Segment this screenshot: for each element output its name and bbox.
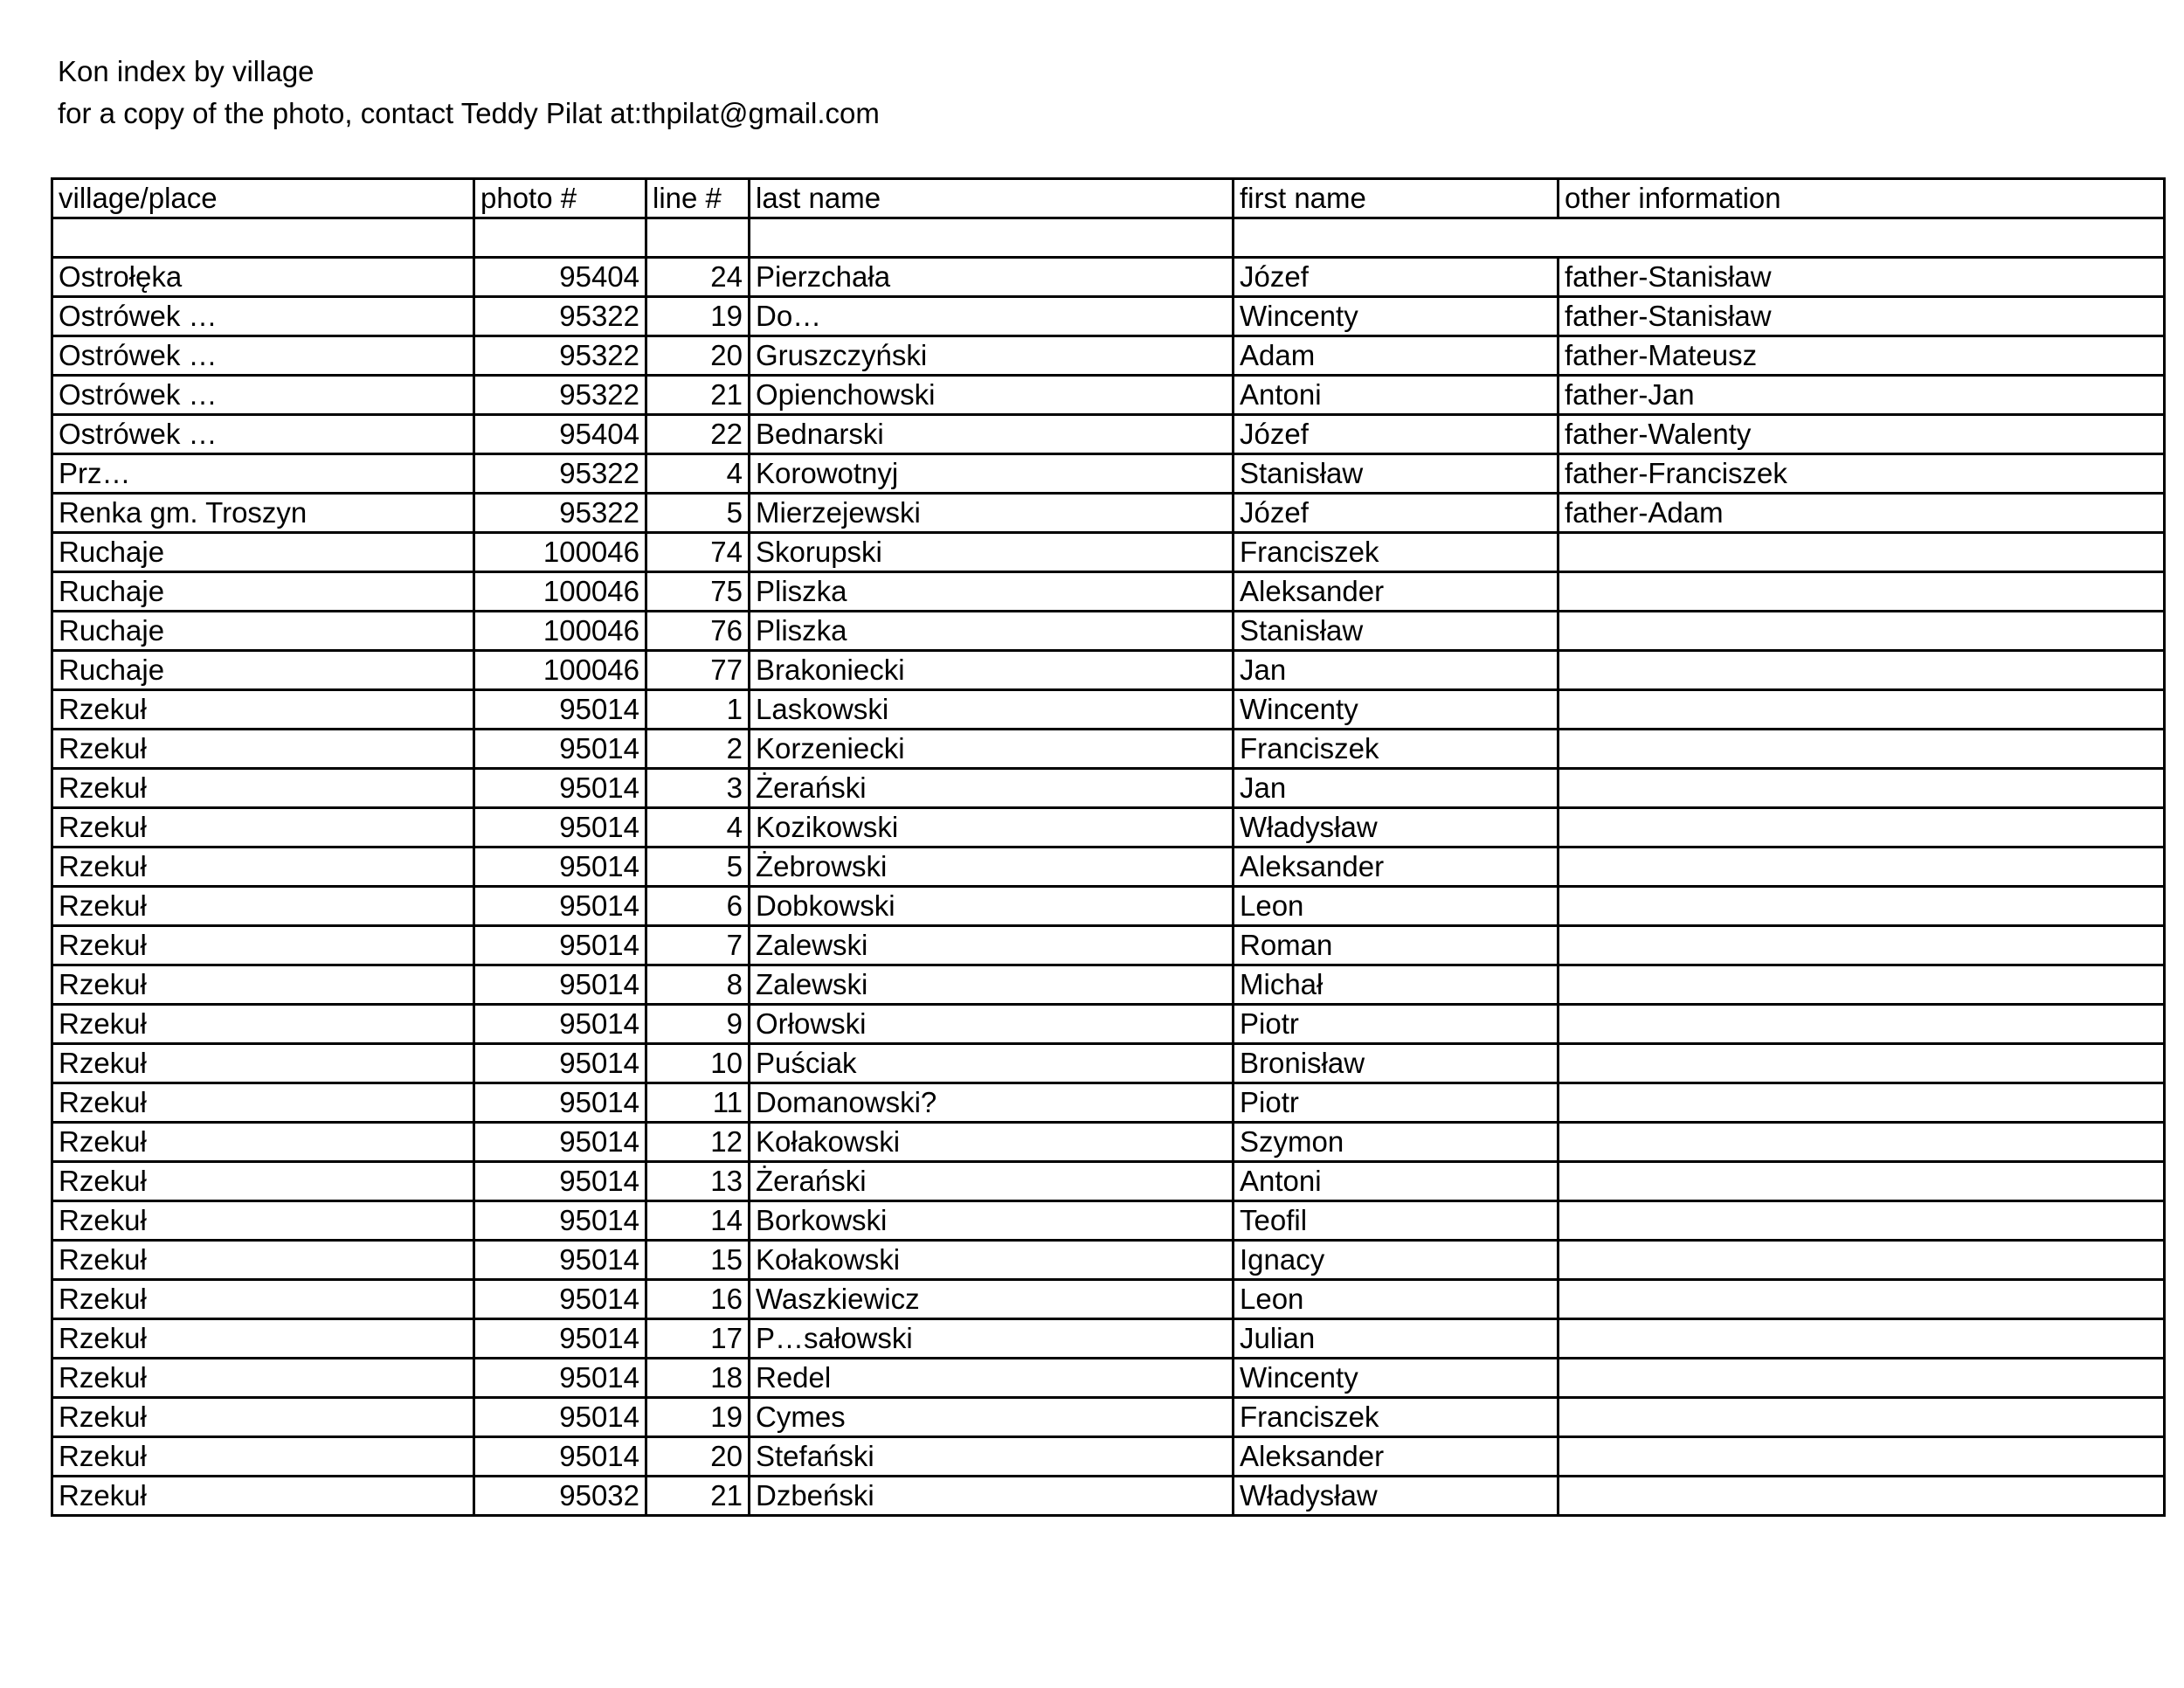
cell-other-info — [1559, 887, 2165, 926]
cell-other-info — [1559, 1241, 2165, 1280]
cell-photo-number: 95014 — [474, 690, 646, 730]
cell-village: Rzekuł — [52, 808, 474, 847]
cell-photo-number: 100046 — [474, 612, 646, 651]
cell-line-number: 3 — [646, 769, 750, 808]
cell-line-number: 16 — [646, 1280, 750, 1319]
cell-other-info — [1559, 612, 2165, 651]
cell-photo-number: 95014 — [474, 1162, 646, 1201]
table-row — [52, 1201, 2165, 1241]
cell-line-number: 18 — [646, 1359, 750, 1398]
cell-other-info — [1559, 1319, 2165, 1359]
table-row — [52, 1280, 2165, 1319]
cell-line-number: 5 — [646, 494, 750, 533]
cell-line-number: 6 — [646, 887, 750, 926]
cell-last-name: Zalewski — [750, 965, 1234, 1005]
cell-photo-number: 95014 — [474, 1044, 646, 1083]
cell-other-info — [1559, 769, 2165, 808]
cell-line-number: 21 — [646, 1477, 750, 1516]
cell-line-number: 17 — [646, 1319, 750, 1359]
cell-first-name: Leon — [1234, 887, 1559, 926]
cell-last-name: Stefański — [750, 1437, 1234, 1477]
table-row — [52, 454, 2165, 494]
cell-other-info — [1559, 730, 2165, 769]
cell-village: Rzekuł — [52, 1280, 474, 1319]
cell-other-info — [1559, 1083, 2165, 1123]
cell-photo-number: 95014 — [474, 1398, 646, 1437]
cell-other-info — [1559, 1280, 2165, 1319]
cell-line-number: 20 — [646, 1437, 750, 1477]
cell-line-number: 14 — [646, 1201, 750, 1241]
cell-line-number: 77 — [646, 651, 750, 690]
cell-first-name: Michał — [1234, 965, 1559, 1005]
column-header-photo: photo # — [474, 179, 646, 218]
cell-last-name: Żerański — [750, 769, 1234, 808]
cell-village: Rzekuł — [52, 926, 474, 965]
cell-other-info: father-Walenty — [1559, 415, 2165, 454]
cell-first-name: Leon — [1234, 1280, 1559, 1319]
cell-last-name: Opienchowski — [750, 376, 1234, 415]
table-row — [52, 1319, 2165, 1359]
cell-village: Ruchaje — [52, 572, 474, 612]
table-row — [52, 926, 2165, 965]
cell-last-name: Waszkiewicz — [750, 1280, 1234, 1319]
cell-first-name: Aleksander — [1234, 572, 1559, 612]
table-row — [52, 1005, 2165, 1044]
cell-photo-number: 95014 — [474, 1437, 646, 1477]
table-body — [52, 218, 2165, 1516]
cell-last-name: Mierzejewski — [750, 494, 1234, 533]
cell-village: Ostrołęka — [52, 258, 474, 297]
cell-last-name: Żebrowski — [750, 847, 1234, 887]
cell-other-info: father-Franciszek — [1559, 454, 2165, 494]
cell-village: Ostrówek … — [52, 336, 474, 376]
table-row — [52, 1241, 2165, 1280]
table-row — [52, 847, 2165, 887]
blank-row — [52, 218, 2165, 258]
cell-other-info — [1559, 1398, 2165, 1437]
cell-first-name: Ignacy — [1234, 1241, 1559, 1280]
cell-other-info: father-Jan — [1559, 376, 2165, 415]
table-row — [52, 572, 2165, 612]
cell-line-number: 8 — [646, 965, 750, 1005]
cell-photo-number: 95014 — [474, 1083, 646, 1123]
cell-last-name: Cymes — [750, 1398, 1234, 1437]
cell-last-name: Korzeniecki — [750, 730, 1234, 769]
cell-photo-number: 95322 — [474, 376, 646, 415]
cell-line-number: 19 — [646, 1398, 750, 1437]
cell-photo-number: 95322 — [474, 494, 646, 533]
cell-last-name: Borkowski — [750, 1201, 1234, 1241]
cell-line-number: 4 — [646, 454, 750, 494]
cell-village: Ostrówek … — [52, 297, 474, 336]
cell-village: Prz… — [52, 454, 474, 494]
blank-cell — [1234, 218, 2165, 258]
cell-line-number: 22 — [646, 415, 750, 454]
cell-photo-number: 95404 — [474, 415, 646, 454]
cell-other-info — [1559, 1201, 2165, 1241]
cell-line-number: 75 — [646, 572, 750, 612]
cell-last-name: Pliszka — [750, 572, 1234, 612]
kon-index-table — [51, 177, 2166, 1517]
cell-first-name: Adam — [1234, 336, 1559, 376]
cell-photo-number: 95014 — [474, 1319, 646, 1359]
table-row — [52, 376, 2165, 415]
cell-line-number: 10 — [646, 1044, 750, 1083]
cell-village: Rzekuł — [52, 1359, 474, 1398]
table-row — [52, 1437, 2165, 1477]
cell-last-name: Bednarski — [750, 415, 1234, 454]
contact-line: for a copy of the photo, contact Teddy Pilat at:thpilat@gmail.com — [58, 97, 880, 129]
cell-first-name: Stanisław — [1234, 612, 1559, 651]
cell-line-number: 5 — [646, 847, 750, 887]
table-row — [52, 1398, 2165, 1437]
cell-last-name: Puściak — [750, 1044, 1234, 1083]
cell-first-name: Piotr — [1234, 1083, 1559, 1123]
table-row — [52, 808, 2165, 847]
blank-cell — [52, 218, 474, 258]
cell-last-name: Skorupski — [750, 533, 1234, 572]
cell-last-name: Gruszczyński — [750, 336, 1234, 376]
cell-first-name: Józef — [1234, 415, 1559, 454]
blank-cell — [646, 218, 750, 258]
table-row — [52, 415, 2165, 454]
cell-photo-number: 95014 — [474, 965, 646, 1005]
cell-village: Rzekuł — [52, 1319, 474, 1359]
cell-last-name: Do… — [750, 297, 1234, 336]
cell-first-name: Piotr — [1234, 1005, 1559, 1044]
table-row — [52, 336, 2165, 376]
cell-photo-number: 95014 — [474, 1359, 646, 1398]
cell-last-name: Żerański — [750, 1162, 1234, 1201]
table-row — [52, 690, 2165, 730]
cell-last-name: Pliszka — [750, 612, 1234, 651]
cell-first-name: Wincenty — [1234, 690, 1559, 730]
cell-other-info — [1559, 847, 2165, 887]
cell-last-name: P…sałowski — [750, 1319, 1234, 1359]
cell-village: Ruchaje — [52, 651, 474, 690]
cell-village: Ruchaje — [52, 612, 474, 651]
cell-village: Renka gm. Troszyn — [52, 494, 474, 533]
cell-line-number: 12 — [646, 1123, 750, 1162]
cell-village: Ostrówek … — [52, 376, 474, 415]
cell-other-info — [1559, 1123, 2165, 1162]
cell-line-number: 76 — [646, 612, 750, 651]
cell-line-number: 24 — [646, 258, 750, 297]
cell-first-name: Władysław — [1234, 808, 1559, 847]
cell-last-name: Zalewski — [750, 926, 1234, 965]
cell-first-name: Wincenty — [1234, 1359, 1559, 1398]
cell-village: Rzekuł — [52, 1123, 474, 1162]
table-row — [52, 965, 2165, 1005]
cell-village: Rzekuł — [52, 1241, 474, 1280]
cell-first-name: Stanisław — [1234, 454, 1559, 494]
cell-first-name: Franciszek — [1234, 1398, 1559, 1437]
cell-line-number: 9 — [646, 1005, 750, 1044]
cell-line-number: 4 — [646, 808, 750, 847]
cell-last-name: Orłowski — [750, 1005, 1234, 1044]
cell-photo-number: 100046 — [474, 533, 646, 572]
cell-last-name: Kołakowski — [750, 1123, 1234, 1162]
cell-line-number: 7 — [646, 926, 750, 965]
cell-last-name: Pierzchała — [750, 258, 1234, 297]
cell-last-name: Dobkowski — [750, 887, 1234, 926]
cell-other-info — [1559, 1359, 2165, 1398]
cell-other-info — [1559, 926, 2165, 965]
cell-village: Rzekuł — [52, 1083, 474, 1123]
cell-village: Rzekuł — [52, 1044, 474, 1083]
cell-other-info: father-Adam — [1559, 494, 2165, 533]
cell-other-info — [1559, 690, 2165, 730]
cell-photo-number: 100046 — [474, 572, 646, 612]
cell-other-info: father-Mateusz — [1559, 336, 2165, 376]
cell-last-name: Dzbeński — [750, 1477, 1234, 1516]
table-row — [52, 1083, 2165, 1123]
cell-village: Rzekuł — [52, 1005, 474, 1044]
cell-other-info — [1559, 572, 2165, 612]
cell-first-name: Aleksander — [1234, 1437, 1559, 1477]
column-header-line: line # — [646, 179, 750, 218]
cell-photo-number: 95014 — [474, 1123, 646, 1162]
table-row — [52, 1123, 2165, 1162]
cell-first-name: Bronisław — [1234, 1044, 1559, 1083]
cell-first-name: Jan — [1234, 651, 1559, 690]
cell-other-info — [1559, 1437, 2165, 1477]
cell-photo-number: 95014 — [474, 1201, 646, 1241]
cell-first-name: Szymon — [1234, 1123, 1559, 1162]
cell-village: Rzekuł — [52, 1398, 474, 1437]
cell-first-name: Antoni — [1234, 1162, 1559, 1201]
cell-last-name: Kozikowski — [750, 808, 1234, 847]
cell-other-info — [1559, 1162, 2165, 1201]
cell-first-name: Franciszek — [1234, 533, 1559, 572]
table-row — [52, 533, 2165, 572]
cell-line-number: 21 — [646, 376, 750, 415]
cell-other-info — [1559, 533, 2165, 572]
cell-village: Rzekuł — [52, 690, 474, 730]
cell-first-name: Jan — [1234, 769, 1559, 808]
document-title: Kon index by village — [58, 55, 314, 87]
table-row — [52, 730, 2165, 769]
table-row — [52, 297, 2165, 336]
cell-last-name: Brakoniecki — [750, 651, 1234, 690]
table-row — [52, 887, 2165, 926]
cell-photo-number: 95322 — [474, 454, 646, 494]
cell-line-number: 2 — [646, 730, 750, 769]
cell-other-info — [1559, 1477, 2165, 1516]
cell-first-name: Franciszek — [1234, 730, 1559, 769]
cell-other-info: father-Stanisław — [1559, 297, 2165, 336]
cell-photo-number: 95014 — [474, 1280, 646, 1319]
cell-line-number: 11 — [646, 1083, 750, 1123]
table-row — [52, 651, 2165, 690]
cell-last-name: Kołakowski — [750, 1241, 1234, 1280]
blank-cell — [474, 218, 646, 258]
cell-photo-number: 95322 — [474, 336, 646, 376]
cell-line-number: 13 — [646, 1162, 750, 1201]
cell-photo-number: 95014 — [474, 769, 646, 808]
document-header — [58, 51, 880, 135]
cell-line-number: 1 — [646, 690, 750, 730]
cell-first-name: Antoni — [1234, 376, 1559, 415]
table-row — [52, 1359, 2165, 1398]
cell-first-name: Władysław — [1234, 1477, 1559, 1516]
cell-village: Rzekuł — [52, 887, 474, 926]
cell-last-name: Korowotnyj — [750, 454, 1234, 494]
cell-village: Rzekuł — [52, 1437, 474, 1477]
blank-cell — [750, 218, 1234, 258]
cell-village: Rzekuł — [52, 847, 474, 887]
cell-photo-number: 100046 — [474, 651, 646, 690]
cell-last-name: Domanowski? — [750, 1083, 1234, 1123]
table-row — [52, 1162, 2165, 1201]
cell-first-name: Józef — [1234, 258, 1559, 297]
column-header-village: village/place — [52, 179, 474, 218]
cell-last-name: Laskowski — [750, 690, 1234, 730]
table-row — [52, 1477, 2165, 1516]
cell-first-name: Roman — [1234, 926, 1559, 965]
cell-first-name: Aleksander — [1234, 847, 1559, 887]
cell-village: Rzekuł — [52, 769, 474, 808]
cell-line-number: 20 — [646, 336, 750, 376]
cell-line-number: 19 — [646, 297, 750, 336]
cell-other-info: father-Stanisław — [1559, 258, 2165, 297]
table-row — [52, 769, 2165, 808]
cell-photo-number: 95014 — [474, 926, 646, 965]
cell-village: Ostrówek … — [52, 415, 474, 454]
cell-photo-number: 95014 — [474, 1005, 646, 1044]
cell-photo-number: 95014 — [474, 887, 646, 926]
cell-photo-number: 95032 — [474, 1477, 646, 1516]
table-row — [52, 258, 2165, 297]
cell-other-info — [1559, 965, 2165, 1005]
cell-first-name: Wincenty — [1234, 297, 1559, 336]
cell-village: Rzekuł — [52, 1201, 474, 1241]
cell-last-name: Redel — [750, 1359, 1234, 1398]
column-header-other-info: other information — [1559, 179, 2165, 218]
column-header-first-name: first name — [1234, 179, 1559, 218]
cell-photo-number: 95014 — [474, 730, 646, 769]
cell-photo-number: 95014 — [474, 808, 646, 847]
column-header-last-name: last name — [750, 179, 1234, 218]
cell-village: Rzekuł — [52, 965, 474, 1005]
cell-other-info — [1559, 808, 2165, 847]
table-row — [52, 494, 2165, 533]
cell-line-number: 74 — [646, 533, 750, 572]
cell-first-name: Józef — [1234, 494, 1559, 533]
cell-village: Rzekuł — [52, 730, 474, 769]
cell-line-number: 15 — [646, 1241, 750, 1280]
table-row — [52, 1044, 2165, 1083]
cell-village: Rzekuł — [52, 1477, 474, 1516]
cell-other-info — [1559, 1044, 2165, 1083]
cell-photo-number: 95322 — [474, 297, 646, 336]
cell-village: Ruchaje — [52, 533, 474, 572]
cell-photo-number: 95014 — [474, 1241, 646, 1280]
cell-photo-number: 95014 — [474, 847, 646, 887]
cell-photo-number: 95404 — [474, 258, 646, 297]
header-row — [52, 179, 2165, 218]
cell-first-name: Teofil — [1234, 1201, 1559, 1241]
cell-other-info — [1559, 1005, 2165, 1044]
table-row — [52, 612, 2165, 651]
cell-first-name: Julian — [1234, 1319, 1559, 1359]
cell-other-info — [1559, 651, 2165, 690]
cell-village: Rzekuł — [52, 1162, 474, 1201]
